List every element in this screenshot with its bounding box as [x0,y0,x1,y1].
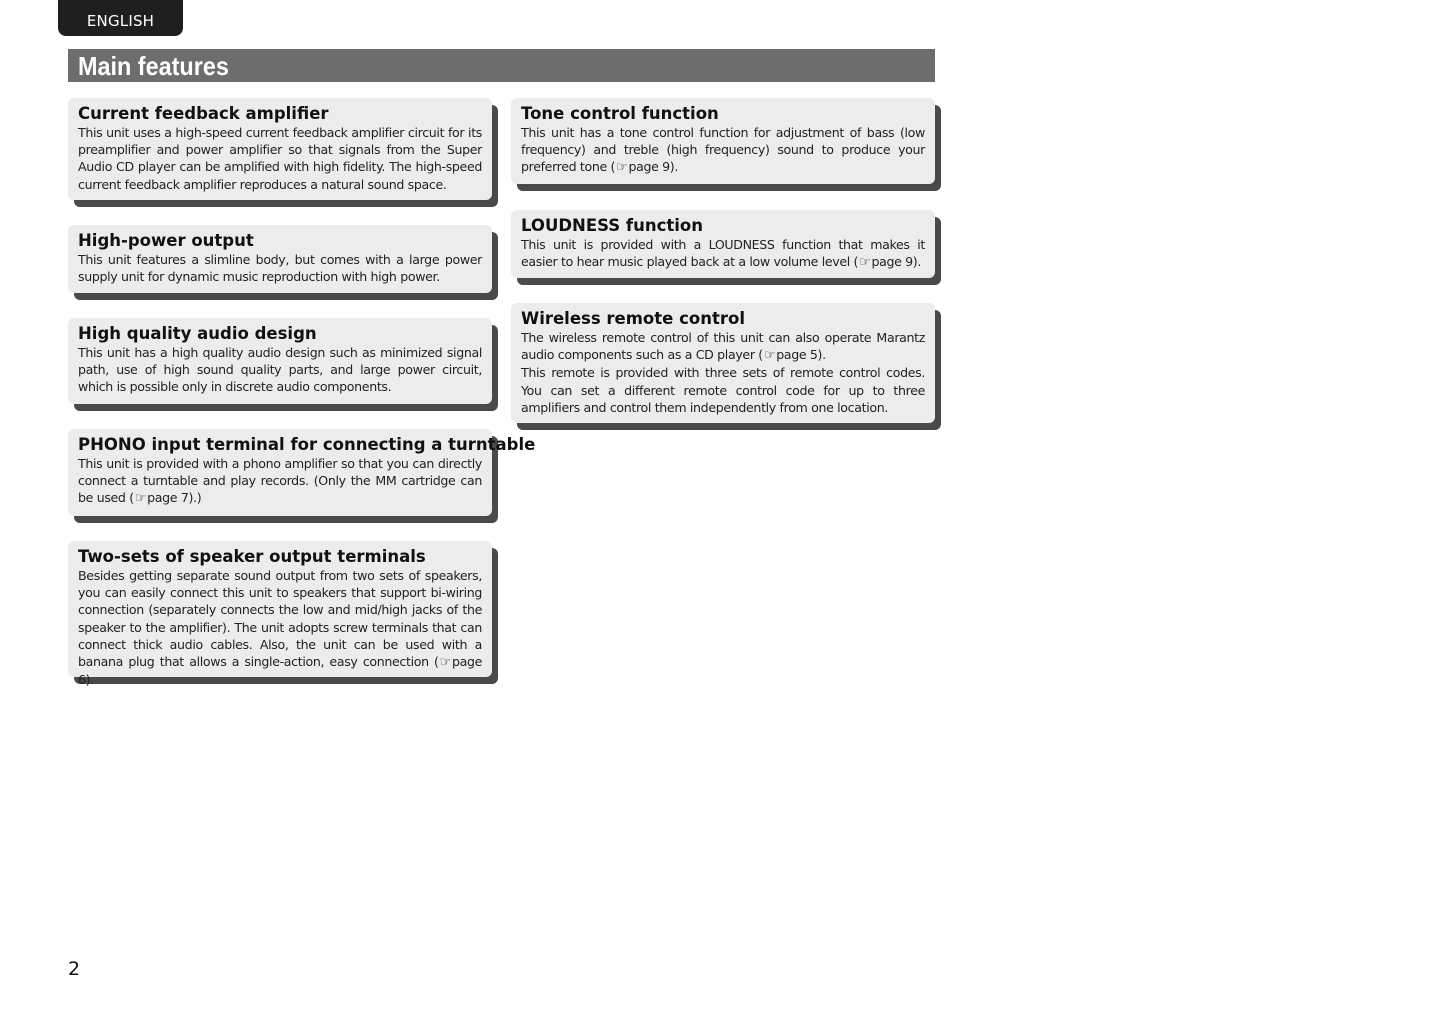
feature-body-text: Besides getting separate sound output from two sets of speakers, you can easily connect this unit to speakers that support bi-wiring connection (separately connects the low and mid/high jacks of the speaker to the amplifier). The unit adopts screw terminals that can connect thick audio cables. Also, the unit can be used with a banana plug that allows a single-action, easy connection ( [78,568,482,670]
pointing-hand-icon: ☞ [616,160,628,176]
feature-body [521,236,925,271]
pointing-hand-icon: ☞ [763,348,776,364]
feature-body [78,455,482,508]
feature-title: High-power output [78,231,254,250]
feature-box-wireless-remote [511,303,935,423]
feature-body-text: This unit has a tone control function for adjustment of bass (low frequency) and treble (high frequency) sound to produce your preferred tone ( [521,125,925,175]
feature-title: Current feedback amplifier [78,104,329,123]
feature-body-text: This unit is provided with a phono amplifier so that you can directly connect a turntable and play records. (Only the MM cartridge can be used ( [78,456,482,506]
feature-body-text: This unit is provided with a LOUDNESS function that makes it easier to hear music played back at a low volume level ( [521,237,925,270]
feature-title: PHONO input terminal for connecting a turntable [78,435,536,454]
page-number: 2 [68,958,81,980]
feature-box-current-feedback [68,98,492,200]
feature-box-loudness [511,210,935,278]
section-header-bar [68,49,935,82]
page-reference: page 9). [871,254,922,270]
feature-body [521,329,925,364]
pointing-hand-icon: ☞ [439,655,451,671]
section-title: Main features [78,51,229,81]
feature-title: High quality audio design [78,324,317,343]
feature-body: This unit features a slimline body, but comes with a large power supply unit for dynamic music reproduction with high power. [78,252,482,285]
page-reference: page 6). [78,654,482,688]
pointing-hand-icon: ☞ [859,255,871,271]
feature-box-high-power [68,225,492,293]
page-reference: page 7).) [147,490,202,506]
feature-body-text: The wireless remote control of this unit can also operate Marantz audio components such as a CD player ( [521,330,925,363]
feature-box-high-quality-audio [68,318,492,404]
feature-body: This unit uses a high-speed current feedback amplifier circuit for its preamplifier and power amplifier so that signals from the Super Audio CD player can be amplified with high fidelity. The high-speed current feedback amplifier reproduces a natural sound space. [78,125,482,192]
feature-body: This unit has a high quality audio design such as minimized signal path, use of high sound quality parts, and large power circuit, which is possible only in discrete audio components. [78,345,482,395]
feature-body-extra: This remote is provided with three sets of remote control codes. You can set a different remote control code for up to three amplifiers and control them independently from one location. [521,365,925,415]
feature-title: LOUDNESS function [521,216,703,235]
feature-body [521,124,925,177]
page-reference: page 5). [776,347,826,363]
page-reference: page 9). [628,159,679,175]
feature-box-tone-control [511,98,935,184]
feature-title: Two-sets of speaker output terminals [78,547,426,566]
feature-box-phono-input [68,429,536,516]
pointing-hand-icon: ☞ [134,491,147,507]
feature-body [78,567,482,688]
feature-box-speaker-terminals [68,541,492,688]
language-tab: ENGLISH [58,0,183,36]
feature-title: Wireless remote control [521,309,745,328]
feature-title: Tone control function [521,104,719,123]
